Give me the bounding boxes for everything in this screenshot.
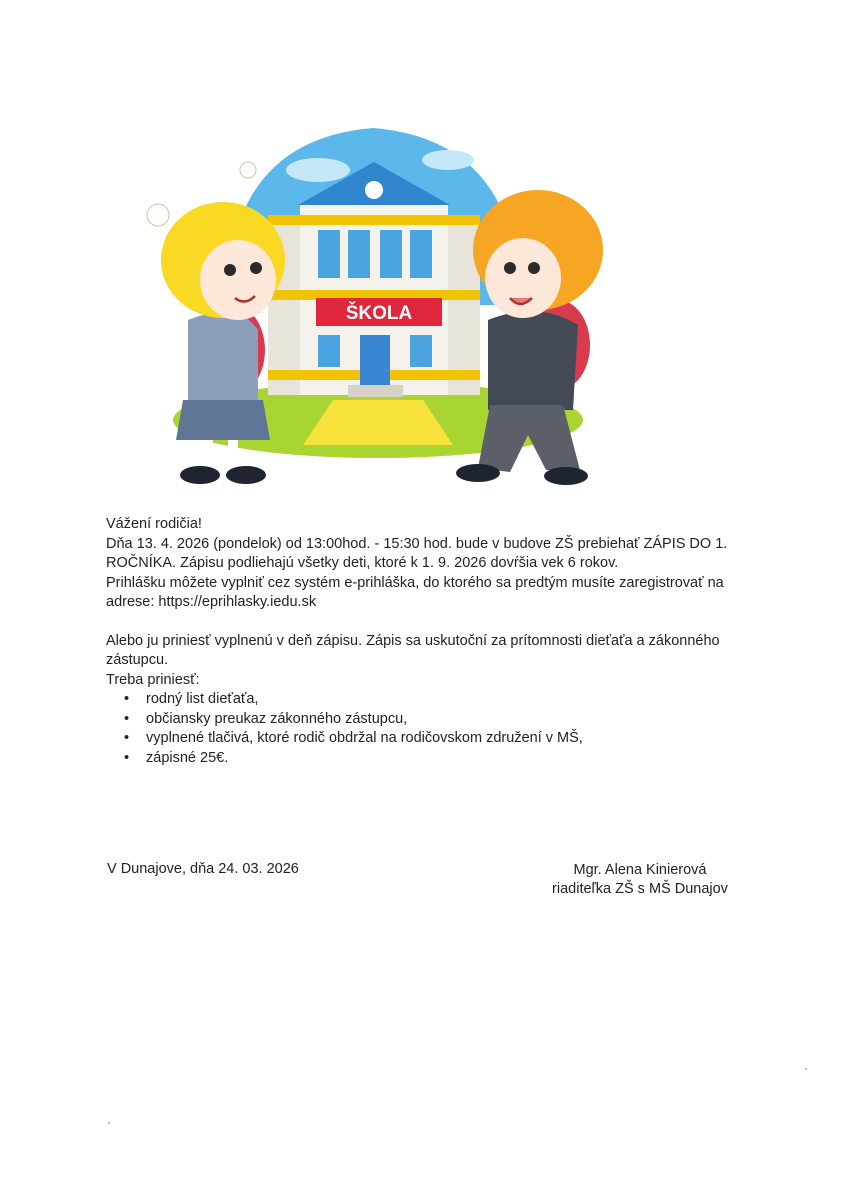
place-date: V Dunajove, dňa 24. 03. 2026	[107, 861, 299, 877]
list-item: • vyplnené tlačivá, ktoré rodič obdržal na rodičovskom združení v MŠ,	[106, 729, 756, 749]
list-item: • zápisné 25€.	[106, 749, 756, 769]
signer-title: riaditeľka ZŠ s MŠ Dunajov	[552, 881, 728, 897]
signer-name: Mgr. Alena Kinierová	[573, 862, 707, 878]
paragraph-1-line-1: Dňa 13. 4. 2026 (pondelok) od 13:00hod. - 15:30 hod. bude v budove ZŠ prebiehať ZÁPIS DO 1.	[106, 535, 728, 552]
paragraph-1-line-3: Prihlášku môžete vyplniť cez systém e-prihláška, do ktorého sa predtým musíte zaregistrovať na	[106, 574, 724, 591]
school-sign: ŠKOLA	[345, 303, 413, 324]
letter-body	[106, 515, 756, 768]
scan-speck	[805, 1068, 807, 1070]
school-illustration	[118, 100, 638, 502]
paragraph-1-line-4: adrese: https://eprihlasky.iedu.sk	[106, 594, 317, 610]
paragraph-1-line-2: ROČNÍKA. Zápisu podliehajú všetky deti, ktoré k 1. 9. 2026 dovŕšia vek 6 rokov.	[106, 555, 619, 571]
requirements-list	[106, 690, 756, 768]
bring-intro: Treba priniesť:	[106, 671, 200, 688]
paragraph-2-line-2: zástupcu.	[106, 652, 169, 668]
paragraph-2-line-1: Alebo ju priniesť vyplnenú v deň zápisu. Zápis sa uskutoční za prítomnosti dieťaťa a zákonného	[106, 632, 720, 649]
signature-block	[540, 861, 740, 899]
list-item: • rodný list dieťaťa,	[106, 690, 756, 710]
scan-speck	[108, 1122, 110, 1124]
list-item: • občiansky preukaz zákonného zástupcu,	[106, 710, 756, 730]
greeting: Vážení rodičia!	[106, 516, 202, 532]
paragraph-gap	[106, 613, 756, 632]
